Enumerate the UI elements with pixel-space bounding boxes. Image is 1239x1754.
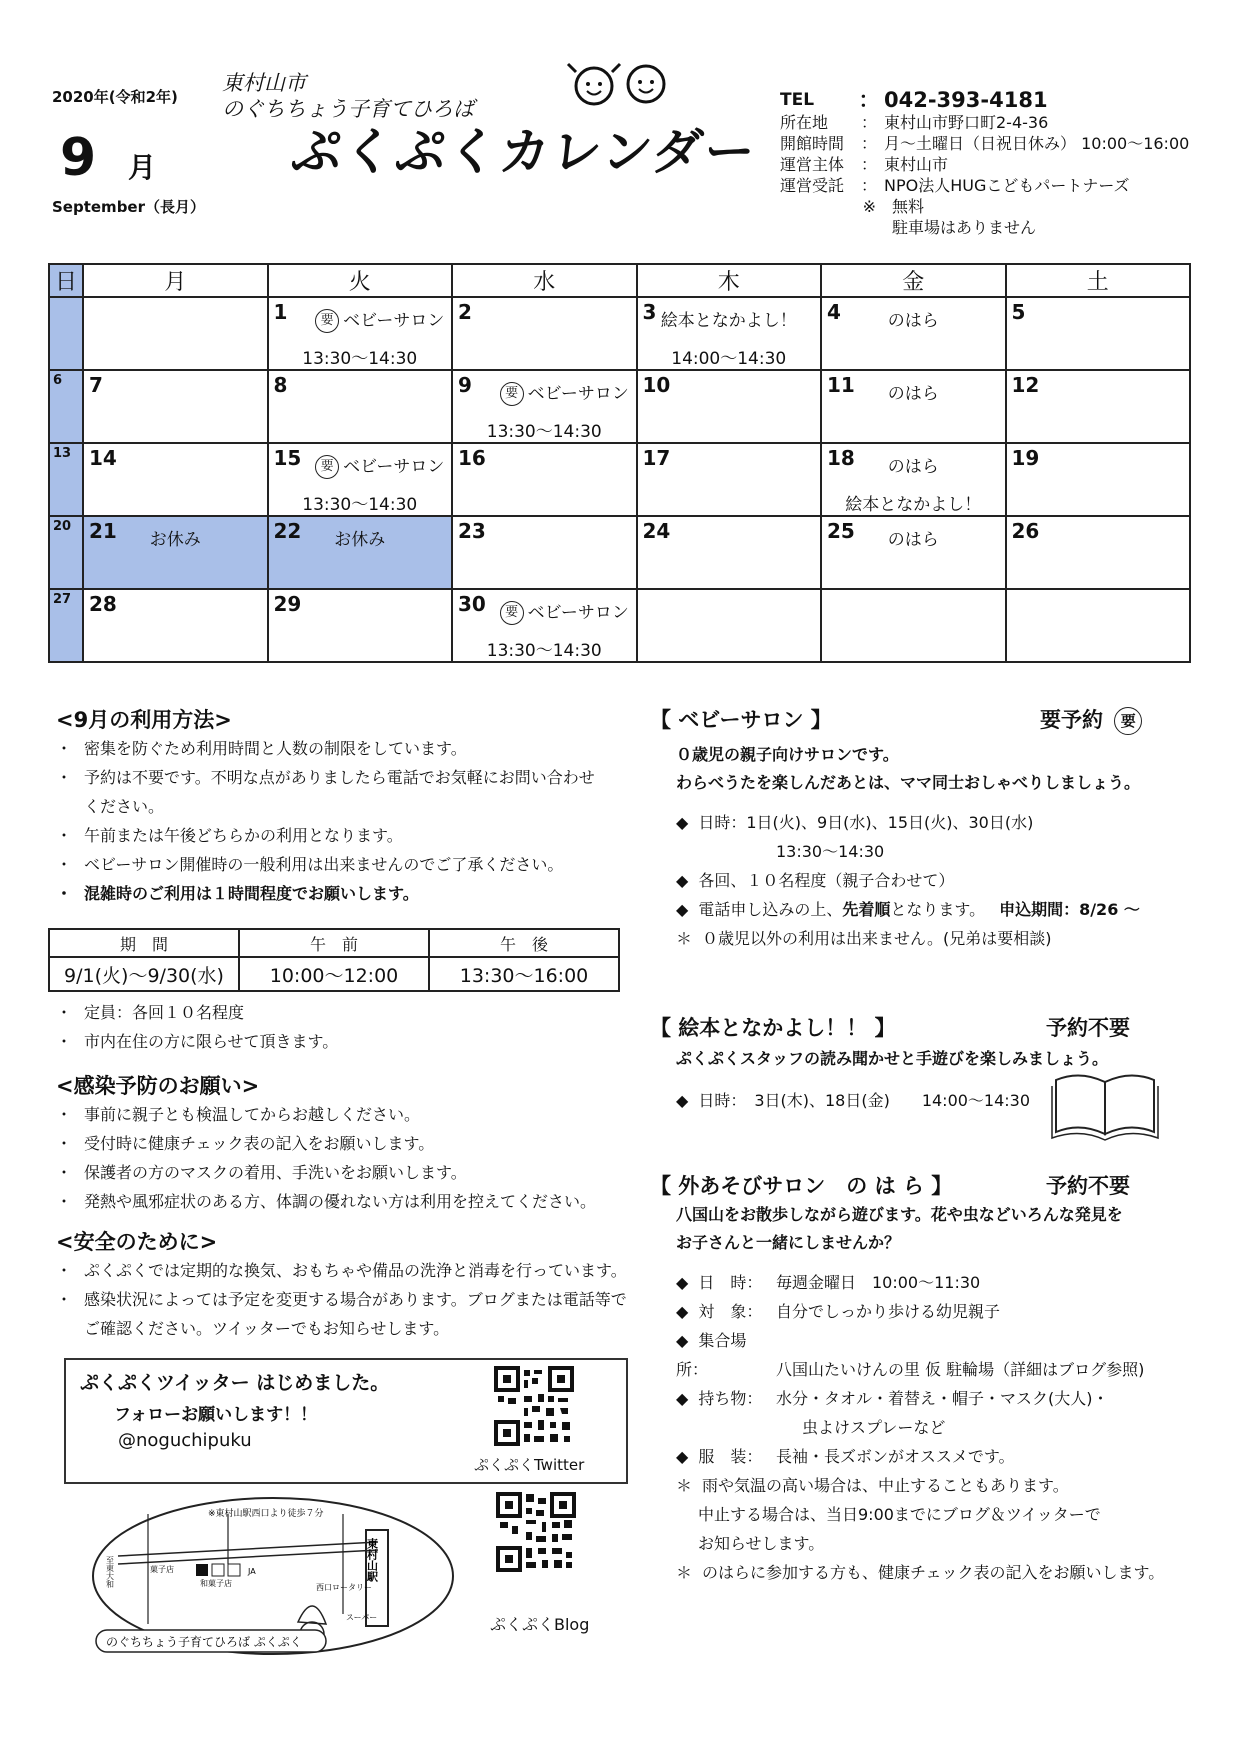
nohara-heading: 【 外あそびサロン の は ら 】 bbox=[650, 1174, 953, 1198]
day-event-label: お休み bbox=[334, 530, 386, 550]
list-item: ・ ベビーサロン開催時の一般利用は出来ませんのでご了承ください。 bbox=[56, 850, 636, 879]
safety-list bbox=[56, 1256, 656, 1343]
day-number: 20 bbox=[53, 519, 72, 534]
list-item: お知らせします。 bbox=[698, 1534, 825, 1553]
calendar-header-day: 土 bbox=[1006, 264, 1191, 297]
calendar-header-day: 木 bbox=[637, 264, 822, 297]
list-item: ・ 密集を防ぐため利用時間と人数の制限をしています。 bbox=[56, 734, 636, 763]
day-event bbox=[84, 525, 267, 550]
calendar-day-cell bbox=[452, 297, 637, 370]
list-item: ・ 午前または午後どちらかの利用となります。 bbox=[56, 821, 636, 850]
calendar-day-cell bbox=[637, 589, 822, 662]
twitter-follow: フォローお願いします！！ bbox=[114, 1405, 318, 1425]
day-number: 25 bbox=[827, 519, 855, 543]
calendar-day-cell bbox=[452, 516, 637, 589]
day-number: 12 bbox=[1011, 373, 1040, 397]
calendar-day-cell bbox=[1006, 589, 1191, 662]
day-number: 24 bbox=[642, 519, 671, 543]
ehon-desc: ぷくぷくスタッフの読み聞かせと手遊びを楽しみましょう。 bbox=[676, 1049, 1109, 1068]
page-title: ぷくぷくカレンダー bbox=[288, 123, 760, 181]
twitter-title: ぷくぷくツイッター はじめました。 bbox=[80, 1372, 390, 1394]
list-item: ・ 感染状況によっては予定を変更する場合があります。ブログまたは電話等で bbox=[56, 1285, 656, 1314]
nohara-desc2: お子さんと一緒にしませんか？ bbox=[676, 1233, 901, 1252]
map-super: スーパー bbox=[346, 1613, 378, 1622]
calendar-header-day: 水 bbox=[452, 264, 637, 297]
access-map bbox=[88, 1494, 458, 1664]
day-number: 5 bbox=[1011, 300, 1026, 324]
month-number: 9 bbox=[60, 128, 97, 188]
calendar-day-cell bbox=[268, 443, 453, 516]
nohara-badge: 予約不要 bbox=[1046, 1174, 1130, 1198]
list-item: ・ 予約は不要です。不明な点がありましたら電話でお気軽にお問い合わせ bbox=[56, 763, 636, 792]
day-number: 11 bbox=[827, 373, 855, 397]
calendar-day-cell bbox=[637, 297, 822, 370]
blog-qr-icon[interactable] bbox=[496, 1492, 576, 1572]
day-number: 30 bbox=[458, 592, 486, 616]
table-cell: 9/1(火)～9/30(水) bbox=[49, 957, 239, 991]
calendar-day-cell bbox=[821, 370, 1006, 443]
nohara-desc1: 八国山をお散歩しながら遊びます。花や虫などいろんな発見を bbox=[676, 1205, 1123, 1224]
day-number: 10 bbox=[642, 373, 671, 397]
table-header: 午 後 bbox=[429, 929, 619, 957]
day-number: 9 bbox=[458, 373, 472, 397]
day-event-time: 13:30～14:30 bbox=[302, 349, 418, 369]
list-item: ・ 市内在住の方に限らせて頂きます。 bbox=[56, 1027, 636, 1056]
map-roundabout: 西口ロータリー bbox=[316, 1583, 372, 1592]
calendar-day-cell bbox=[49, 516, 83, 589]
period-table bbox=[48, 928, 620, 992]
twitter-qr-label: ぷくぷくTwitter bbox=[474, 1456, 585, 1474]
list-item: ご確認ください。ツイッターでもお知らせします。 bbox=[84, 1319, 450, 1338]
calendar-day-cell bbox=[1006, 443, 1191, 516]
list-item: ・ 発熱や風邪症状のある方、体調の優れない方は利用を控えてください。 bbox=[56, 1187, 646, 1216]
calendar-day-cell bbox=[268, 370, 453, 443]
day-event-label: 絵本となかよし！ bbox=[660, 311, 797, 331]
info-note: ※ 無料 bbox=[862, 197, 925, 216]
list-item: ＊ ０歳児以外の利用は出来ません。(兄弟は要相談) bbox=[676, 924, 1216, 953]
infection-list bbox=[56, 1100, 646, 1216]
calendar-header-day: 金 bbox=[821, 264, 1006, 297]
table-header: 期 間 bbox=[49, 929, 239, 957]
ehon-badge: 予約不要 bbox=[1046, 1016, 1130, 1040]
day-event bbox=[822, 452, 1005, 477]
calendar-day-cell bbox=[637, 370, 822, 443]
info-contractor: 運営受託 ： NPO法人HUGこどもパートナーズ bbox=[780, 176, 1130, 195]
day-event-label: ベビーサロン bbox=[343, 457, 445, 477]
reservation-required-icon: 要 bbox=[315, 455, 339, 479]
calendar-day-cell bbox=[83, 589, 268, 662]
reservation-required-icon: 要 bbox=[500, 601, 524, 625]
calendar-day-cell bbox=[83, 297, 268, 370]
calendar-header-day: 火 bbox=[268, 264, 453, 297]
day-number: 18 bbox=[827, 446, 855, 470]
list-item: ・ 受付時に健康チェック表の記入をお願いします。 bbox=[56, 1129, 646, 1158]
day-event-time: 絵本となかよし！ bbox=[845, 495, 982, 515]
day-event-label: お休み bbox=[149, 530, 201, 550]
list-item: ◆ 電話申し込みの上、先着順となります。 申込期間：8/26 ～ bbox=[676, 895, 1216, 924]
calendar-day-cell bbox=[821, 516, 1006, 589]
day-number: 16 bbox=[458, 446, 486, 470]
twitter-qr-icon[interactable] bbox=[494, 1366, 574, 1446]
calendar-week-row bbox=[49, 370, 1190, 443]
day-event bbox=[269, 306, 452, 333]
day-number: 7 bbox=[89, 373, 103, 397]
day-event-label: のはら bbox=[887, 530, 939, 550]
ehon-heading: 【 絵本となかよし！！ 】 bbox=[650, 1016, 896, 1040]
list-item: ◆ 対 象： 自分でしっかり歩ける幼児親子 bbox=[676, 1297, 1236, 1326]
day-number: 8 bbox=[273, 373, 288, 397]
calendar-day-cell bbox=[1006, 370, 1191, 443]
day-event-time: 13:30～14:30 bbox=[486, 422, 602, 442]
calendar-day-cell bbox=[49, 443, 83, 516]
list-item: ◆ 日時：1日(火)、9日(水)、15日(火)、30日(水) bbox=[676, 808, 1216, 837]
calendar-day-cell bbox=[637, 443, 822, 516]
calendar-day-cell bbox=[821, 443, 1006, 516]
day-event-label: ベビーサロン bbox=[343, 311, 445, 331]
calendar-day-cell bbox=[49, 370, 83, 443]
day-number: 15 bbox=[273, 446, 302, 470]
year-label: 2020年(令和2年) bbox=[52, 88, 178, 106]
infection-heading: <感染予防のお願い> bbox=[56, 1074, 260, 1098]
day-event bbox=[269, 525, 452, 550]
info-address: 所在地 ： 東村山市野口町2-4-36 bbox=[780, 113, 1049, 132]
table-cell: 13:30～16:00 bbox=[429, 957, 619, 991]
open-book-icon bbox=[1050, 1070, 1160, 1142]
day-event bbox=[822, 525, 1005, 550]
day-number: 17 bbox=[642, 446, 671, 470]
calendar-day-cell bbox=[49, 297, 83, 370]
list-item: ・ 保護者の方のマスクの着用、手洗いをお願いします。 bbox=[56, 1158, 646, 1187]
org-city: 東村山市 bbox=[222, 71, 306, 95]
nohara-details bbox=[676, 1268, 1236, 1587]
reservation-required-icon: 要 bbox=[500, 382, 524, 406]
calendar-week-row bbox=[49, 443, 1190, 516]
map-banner: のぐちちょう子育てひろば ぷくぷく bbox=[106, 1635, 302, 1649]
baby-salon-desc1: ０歳児の親子向けサロンです。 bbox=[676, 745, 899, 764]
day-event-label: ベビーサロン bbox=[527, 603, 629, 623]
facility-marker-icon bbox=[196, 1564, 208, 1576]
table-header: 午 前 bbox=[239, 929, 429, 957]
map-note: ※東村山駅西口より徒歩７分 bbox=[208, 1509, 324, 1519]
day-event-time: 14:00～14:30 bbox=[671, 349, 787, 369]
day-event-label: のはら bbox=[887, 311, 939, 331]
day-number: 28 bbox=[89, 592, 117, 616]
list-item: ＊ 雨や気温の高い場合は、中止することもあります。 bbox=[676, 1471, 1236, 1500]
day-event-label: のはら bbox=[887, 457, 939, 477]
map-shop1: 菓子店 bbox=[150, 1565, 174, 1574]
tel-number: 042-393-4181 bbox=[884, 88, 1048, 112]
info-hours: 開館時間 ： 月～土曜日（日祝日休み） 10:00～16:00 bbox=[780, 134, 1190, 153]
blog-qr-label: ぷくぷくBlog bbox=[490, 1615, 590, 1634]
map-station: 東村山駅 bbox=[365, 1538, 379, 1582]
usage-list bbox=[56, 734, 636, 908]
day-event bbox=[822, 306, 1005, 331]
info-operator: 運営主体 ： 東村山市 bbox=[780, 155, 949, 174]
info-tel: TEL ： 042-393-4181 bbox=[780, 88, 1048, 112]
calendar-week-row bbox=[49, 297, 1190, 370]
baby-salon-badge: 要予約 要 bbox=[1040, 704, 1146, 735]
org-facility: のぐちちょう子育てひろば bbox=[222, 97, 474, 121]
list-item: ◆ 持ち物： 水分・タオル・着替え・帽子・マスク(大人)・ bbox=[676, 1384, 1236, 1413]
calendar-week-row bbox=[49, 516, 1190, 589]
table-cell: 10:00～12:00 bbox=[239, 957, 429, 991]
list-item: ◆ 集合場所： 八国山たいけんの里 仮 駐輪場（詳細はブログ参照) bbox=[676, 1326, 1236, 1384]
calendar-header-day: 月 bbox=[83, 264, 268, 297]
calendar-day-cell bbox=[268, 589, 453, 662]
baby-salon-heading: 【 ベビーサロン 】 bbox=[650, 708, 832, 732]
calendar-day-cell bbox=[452, 370, 637, 443]
list-item: ください。 bbox=[84, 797, 165, 816]
month-kanji: 月 bbox=[128, 151, 157, 184]
list-item: 虫よけスプレーなど bbox=[802, 1418, 946, 1437]
calendar-day-cell bbox=[1006, 516, 1191, 589]
facility-info bbox=[780, 88, 1189, 238]
day-number: 6 bbox=[53, 373, 63, 388]
day-number: 21 bbox=[89, 519, 117, 543]
list-item: ◆ 各回、１０名程度（親子合わせて） bbox=[676, 866, 1216, 895]
day-event-label: のはら bbox=[887, 384, 939, 404]
day-number: 23 bbox=[458, 519, 486, 543]
calendar-day-cell bbox=[821, 297, 1006, 370]
calendar-day-cell bbox=[637, 516, 822, 589]
day-event bbox=[638, 306, 821, 331]
calendar-day-cell bbox=[83, 516, 268, 589]
day-number: 4 bbox=[827, 300, 841, 324]
month-english: September（長月） bbox=[52, 198, 205, 216]
list-item: ・ ぷくぷくでは定期的な換気、おもちゃや備品の洗浄と消毒を行っています。 bbox=[56, 1256, 656, 1285]
day-number: 19 bbox=[1011, 446, 1040, 470]
day-number: 29 bbox=[273, 592, 302, 616]
ehon-date bbox=[676, 1086, 1030, 1115]
day-number: 3 bbox=[642, 300, 657, 324]
list-item: ・ 混雑時のご利用は１時間程度でお願いします。 bbox=[56, 879, 636, 908]
calendar-day-cell bbox=[1006, 297, 1191, 370]
baby-salon-desc2: わらべうたを楽しんだあとは、ママ同士おしゃべりしましょう。 bbox=[676, 773, 1141, 792]
reservation-required-icon: 要 bbox=[1114, 707, 1142, 735]
list-item: ◆ 服 装： 長袖・長ズボンがオススメです。 bbox=[676, 1442, 1236, 1471]
calendar-day-cell bbox=[821, 589, 1006, 662]
day-event bbox=[453, 598, 636, 625]
day-number: 14 bbox=[89, 446, 117, 470]
day-event-time: 13:30～14:30 bbox=[486, 641, 602, 661]
twitter-handle[interactable]: @noguchipuku bbox=[118, 1430, 252, 1451]
calendar-day-cell bbox=[49, 589, 83, 662]
list-item: ・ 定員：各回１０名程度 bbox=[56, 998, 636, 1027]
day-number: 27 bbox=[53, 592, 72, 607]
capacity-list bbox=[56, 998, 636, 1056]
list-item: ・ 事前に親子とも検温してからお越しください。 bbox=[56, 1100, 646, 1129]
day-number: 26 bbox=[1011, 519, 1040, 543]
calendar-day-cell bbox=[268, 297, 453, 370]
calendar-day-cell bbox=[268, 516, 453, 589]
day-event bbox=[822, 379, 1005, 404]
calendar-day-cell bbox=[83, 443, 268, 516]
baby-salon-details bbox=[676, 808, 1216, 953]
map-ja: JA bbox=[248, 1567, 256, 1576]
twitter-box bbox=[64, 1358, 628, 1484]
list-item: ◆ 日 時： 毎週金曜日 10:00～11:30 bbox=[676, 1268, 1236, 1297]
day-number: 13 bbox=[53, 446, 72, 461]
calendar-day-cell bbox=[452, 443, 637, 516]
day-number: 22 bbox=[273, 519, 302, 543]
info-parking: 駐車場はありません bbox=[892, 218, 1037, 237]
calendar-header-day: 日 bbox=[49, 264, 83, 297]
day-number: 1 bbox=[273, 300, 288, 324]
list-item: ＊ のはらに参加する方も、健康チェック表の記入をお願いします。 bbox=[676, 1558, 1236, 1587]
kids-faces-icon bbox=[562, 58, 682, 110]
list-item: 13:30～14:30 bbox=[776, 842, 885, 861]
list-item: ◆ 日時： 3日(木)、18日(金) 14:00～14:30 bbox=[676, 1086, 1030, 1115]
day-event-label: ベビーサロン bbox=[527, 384, 629, 404]
day-event bbox=[269, 452, 452, 479]
reservation-required-icon: 要 bbox=[315, 309, 339, 333]
calendar-week-row bbox=[49, 589, 1190, 662]
usage-heading: <9月の利用方法> bbox=[56, 708, 232, 732]
day-number: 2 bbox=[458, 300, 472, 324]
day-event bbox=[453, 379, 636, 406]
calendar-day-cell bbox=[452, 589, 637, 662]
map-road-label: 至東大和 bbox=[105, 1556, 115, 1588]
month-calendar bbox=[48, 263, 1191, 663]
list-item: 中止する場合は、当日9:00までにブログ＆ツイッターで bbox=[698, 1505, 1101, 1524]
map-shop2: 和菓子店 bbox=[200, 1579, 232, 1588]
calendar-day-cell bbox=[83, 370, 268, 443]
safety-heading: <安全のために> bbox=[56, 1230, 218, 1254]
day-event-time: 13:30～14:30 bbox=[302, 495, 418, 515]
